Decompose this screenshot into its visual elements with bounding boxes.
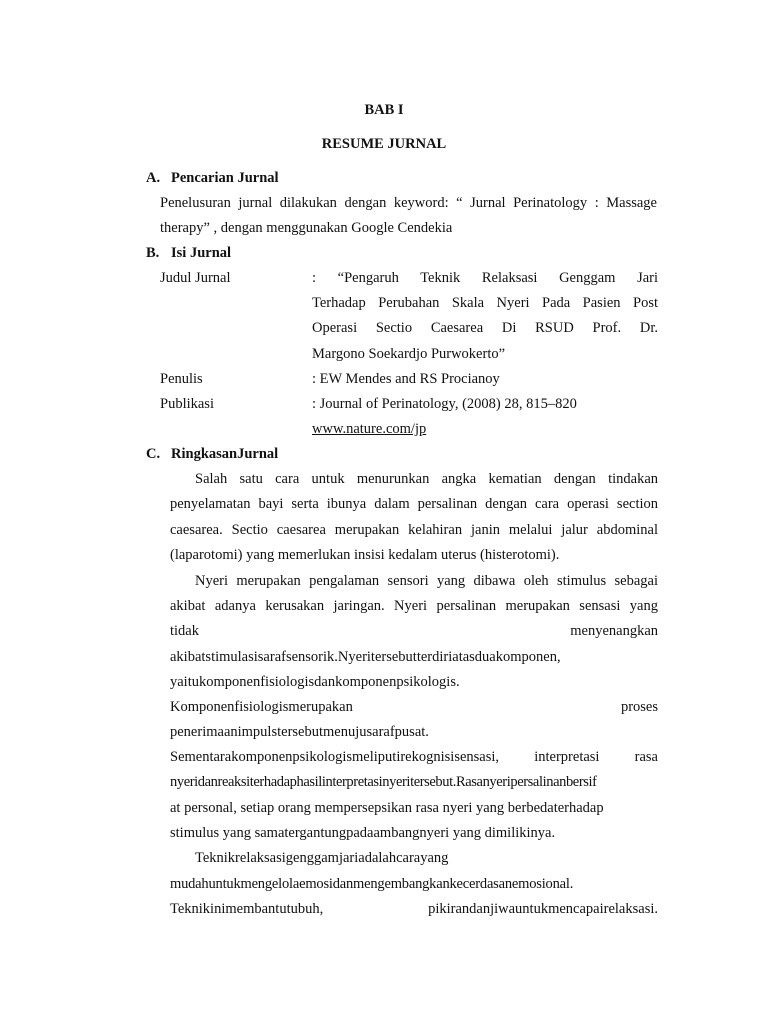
judul-jurnal-label: Judul Jurnal bbox=[160, 270, 231, 286]
page-title: RESUME JURNAL bbox=[321, 136, 447, 152]
ringkasan-line-12: Sementarakomponenpsikologismeliputirekognisisensasi, interpretasi rasa bbox=[170, 749, 658, 765]
publikasi-label: Publikasi bbox=[160, 396, 214, 412]
judul-jurnal-line-3: Operasi Sectio Caesarea Di RSUD Prof. Dr. bbox=[312, 320, 658, 336]
ringkasan-line-5: Nyeri merupakan pengalaman sensori yang dibawa oleh stimulus sebagai bbox=[195, 573, 658, 589]
judul-jurnal-line-1: : “Pengaruh Teknik Relaksasi Genggam Jari bbox=[312, 270, 658, 286]
ringkasan-line-8: akibatstimulasisarafsensorik.Nyeritersebutterdiriatasduakomponen, bbox=[170, 649, 561, 665]
section-c-label: C. bbox=[146, 446, 161, 462]
ringkasan-line-13: nyeridanreaksiterhadaphasilinterpretasinyeritersebut.Rasanyeripersalinanbersif bbox=[170, 774, 597, 790]
publikasi-link[interactable]: www.nature.com/jp bbox=[312, 421, 427, 437]
ringkasan-line-18: Teknikinimembantutubuh, pikirandanjiwauntukmencapairelaksasi. bbox=[170, 901, 658, 917]
ringkasan-line-3: caesarea. Sectio caesarea merupakan kelahiran janin melalui jalur abdominal bbox=[170, 522, 658, 538]
section-a-line-1: Penelusuran jurnal dilakukan dengan keyword: “ Jurnal Perinatology : Massage bbox=[160, 195, 657, 211]
section-b-label: B. bbox=[146, 245, 160, 261]
judul-jurnal-line-2: Terhadap Perubahan Skala Nyeri Pada Pasien Post bbox=[312, 295, 658, 311]
ringkasan-line-4: (laparotomi) yang memerlukan insisi kedalam uterus (histerotomi). bbox=[170, 547, 560, 563]
ringkasan-line-9: yaitukomponenfisiologisdankomponenpsikologis. bbox=[170, 674, 460, 690]
section-c-title: RingkasanJurnal bbox=[171, 446, 279, 462]
penulis-label: Penulis bbox=[160, 371, 203, 387]
publikasi-value: : Journal of Perinatology, (2008) 28, 815–820 bbox=[312, 396, 577, 412]
chapter-heading: BAB I bbox=[364, 102, 404, 118]
ringkasan-line-14: at personal, setiap orang mempersepsikan rasa nyeri yang berbedaterhadap bbox=[170, 800, 604, 816]
section-b-title: Isi Jurnal bbox=[171, 245, 232, 261]
ringkasan-line-10: Komponenfisiologismerupakan proses bbox=[170, 699, 658, 715]
penulis-value: : EW Mendes and RS Procianoy bbox=[312, 371, 500, 387]
section-a-line-2: therapy” , dengan menggunakan Google Cendekia bbox=[160, 220, 453, 236]
ringkasan-line-11: penerimaanimpulstersebutmenujusarafpusat. bbox=[170, 724, 429, 740]
judul-jurnal-line-4: Margono Soekardjo Purwokerto” bbox=[312, 346, 506, 362]
section-a-title: Pencarian Jurnal bbox=[171, 170, 279, 186]
ringkasan-line-16: Teknikrelaksasigenggamjariadalahcarayang bbox=[195, 850, 449, 866]
ringkasan-line-15: stimulus yang samatergantungpadaambangnyeri yang dimilikinya. bbox=[170, 825, 556, 841]
ringkasan-line-7: tidak menyenangkan bbox=[170, 623, 658, 639]
ringkasan-line-17: mudahuntukmengelolaemosidanmengembangkankecerdasanemosional. bbox=[170, 876, 574, 892]
ringkasan-line-1: Salah satu cara untuk menurunkan angka kematian dengan tindakan bbox=[195, 471, 658, 487]
ringkasan-line-6: akibat adanya kerusakan jaringan. Nyeri persalinan merupakan sensasi yang bbox=[170, 598, 658, 614]
section-a-label: A. bbox=[146, 170, 161, 186]
ringkasan-line-2: penyelamatan bayi serta ibunya dalam persalinan dengan cara operasi section bbox=[170, 496, 658, 512]
